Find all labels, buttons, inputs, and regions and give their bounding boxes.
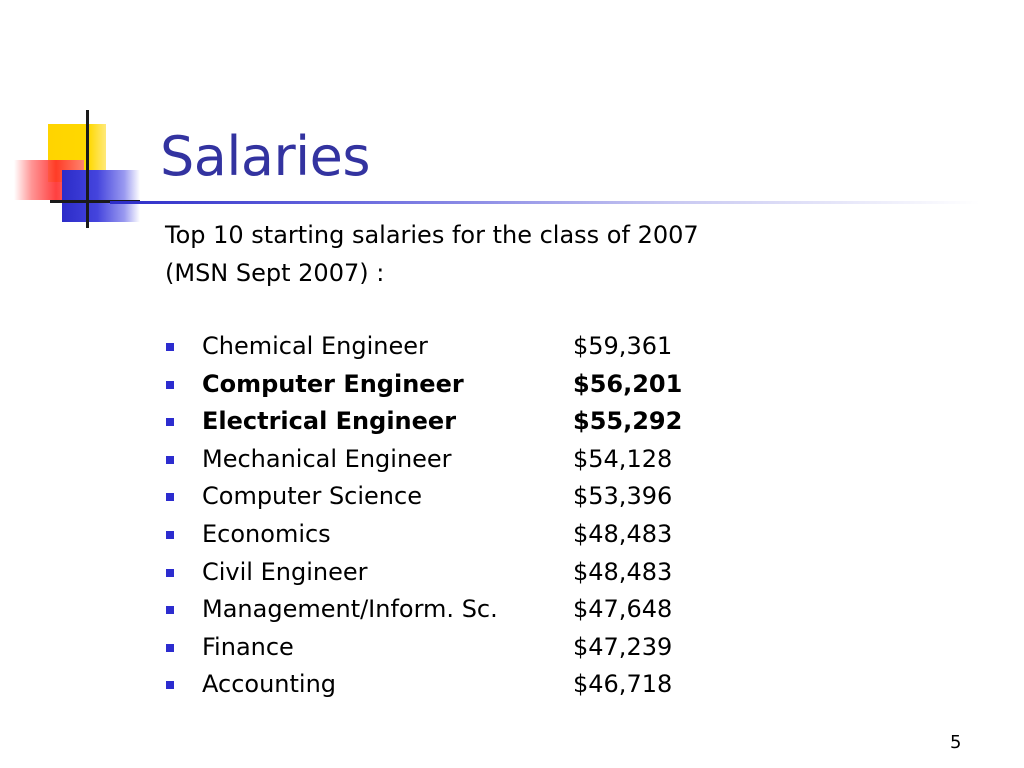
square-bullet-icon: [166, 531, 174, 539]
major-name: Computer Science: [202, 482, 422, 511]
major-name: Economics: [202, 519, 331, 548]
page-number: 5: [950, 732, 962, 753]
logo-vertical-line: [86, 110, 89, 228]
salary-value: $55,292: [573, 407, 683, 436]
slide-logo-decoration: [0, 0, 160, 240]
square-bullet-icon: [166, 381, 174, 389]
intro-text: [165, 216, 699, 292]
square-bullet-icon: [166, 493, 174, 501]
salary-value: $54,128: [573, 444, 673, 473]
square-bullet-icon: [166, 606, 174, 614]
salary-value: $47,648: [573, 595, 673, 624]
salary-value: $48,483: [573, 557, 673, 586]
square-bullet-icon: [166, 456, 174, 464]
salary-value: $56,201: [573, 369, 683, 398]
square-bullet-icon: [166, 644, 174, 652]
square-bullet-icon: [166, 569, 174, 577]
slide-title: Salaries: [160, 125, 371, 188]
major-name: Accounting: [202, 670, 337, 699]
title-underline: [110, 201, 980, 204]
major-name: Management/Inform. Sc.: [202, 595, 498, 624]
intro-line-1: Top 10 starting salaries for the class of 2007: [165, 221, 699, 249]
salary-value: $46,718: [573, 670, 673, 699]
logo-blue-square: [62, 170, 140, 222]
major-name: Finance: [202, 632, 294, 661]
square-bullet-icon: [166, 418, 174, 426]
major-name: Chemical Engineer: [202, 332, 428, 360]
intro-line-2: (MSN Sept 2007) :: [165, 259, 385, 287]
major-name: Computer Engineer: [202, 369, 464, 398]
square-bullet-icon: [166, 343, 174, 351]
salary-value: $53,396: [573, 482, 673, 511]
salary-value: $48,483: [573, 519, 673, 548]
major-name: Mechanical Engineer: [202, 444, 452, 473]
salary-value: $59,361: [573, 332, 673, 360]
major-name: Civil Engineer: [202, 557, 368, 586]
salary-value: $47,239: [573, 632, 673, 661]
major-name: Electrical Engineer: [202, 407, 457, 436]
square-bullet-icon: [166, 681, 174, 689]
